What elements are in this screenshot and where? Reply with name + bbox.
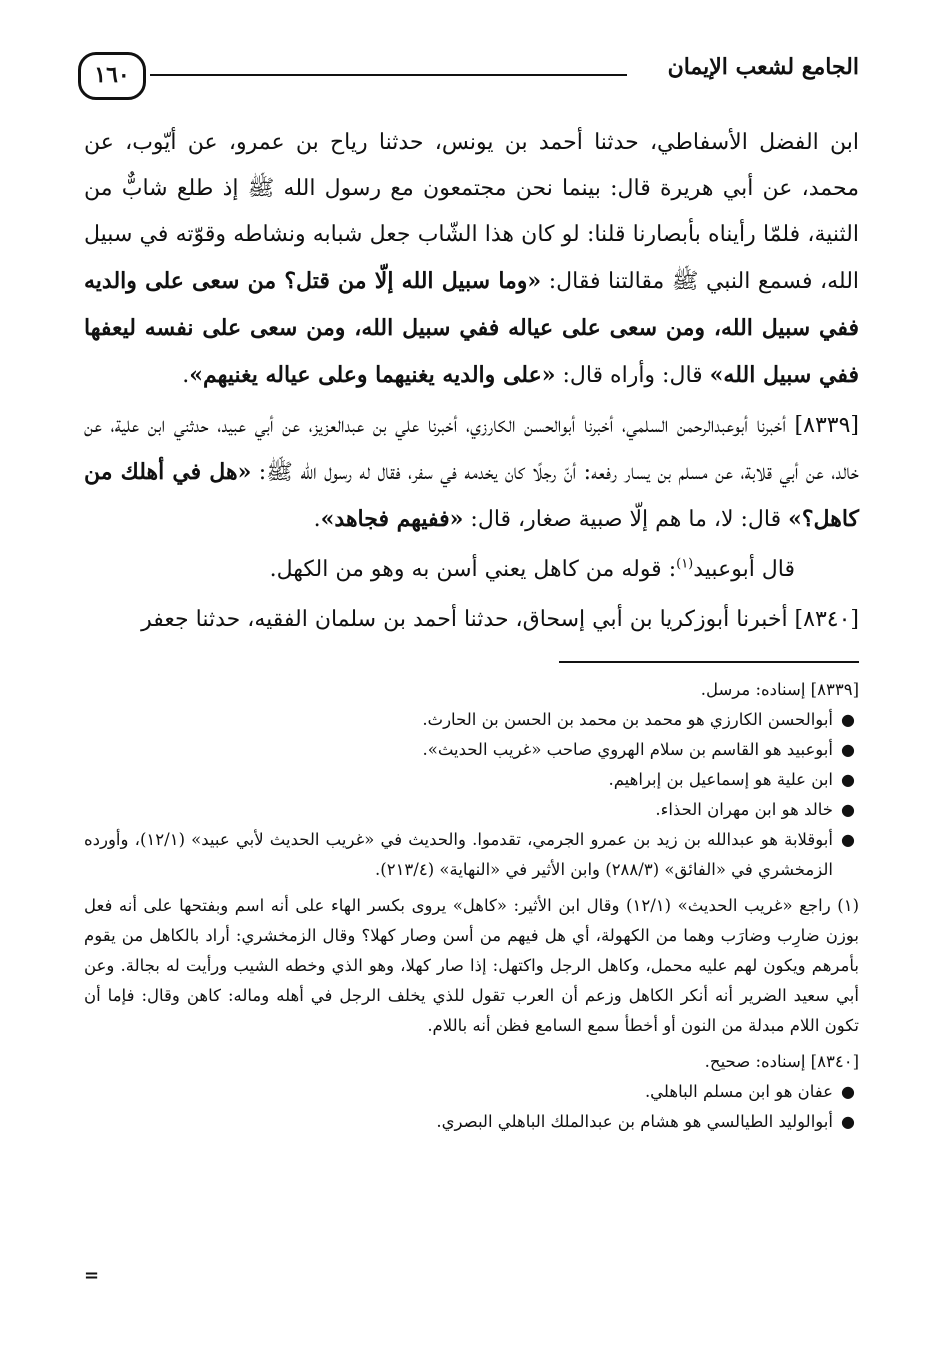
abu-ubaid-comment: قال أبوعبيد$^{(١)}$: قوله من كاهل يعني أسن به وهو من الكهل. (269, 556, 795, 582)
footnote-ref[interactable]: (١) (676, 556, 694, 572)
book-title: الجامع لشعب الإيمان (667, 54, 859, 80)
list-item: ● ابن علية هو إسماعيل بن إبراهيم. (84, 765, 833, 795)
list-item: ● عفان هو ابن مسلم الباهلي. (84, 1077, 833, 1107)
footnote-separator (559, 661, 859, 663)
footnote-1: (١) راجع «غريب الحديث» (١٢/١) وقال ابن الأثير: «كاهل» يروى بكسر الهاء على أنه اسم وبفتحها على أنه فعل بوزن ضارِب وضارَب وهما من الكهولة، أي هل فيهم من أسن وصار كهلا؟ وقال الزمخشري: أراد بالكاهل من يقوم بأمرهم ويكون لهم عليه محمل، وكاهل الرجل واكتهل: إذا صار كهلا، وهو الذي وخطه الشيب ورأيت له بجالة. وعن أبي سعيد الضرير أنه أنكر الكاهل وزعم أن العرب تقول للذي يخلف الرجل في أهله وماله: كاهن وقال: فإما أن تكون اللام مبدلة من النون أو أخطأ سمع السامع فظن أنه باللام. (84, 896, 859, 1035)
bullet-icon: ● (841, 1112, 855, 1131)
prophetic-saying: «هل في أهلك من كاهل؟» (84, 459, 859, 532)
prophetic-saying: «وما سبيل الله إلّا من قتل؟ من سعى على والديه ففي سبيل الله، ومن سعى على عياله ففي سبيل الله، ومن سعى على نفسه ليعفها ففي سبيل الله» (84, 268, 859, 388)
note-8339-list (84, 705, 859, 885)
bullet-icon: ● (841, 710, 855, 729)
continuation-mark: = (84, 1265, 100, 1286)
note-8339-head: [٨٣٣٩] إسناده: مرسل. (700, 680, 859, 699)
main-text (84, 120, 859, 643)
footnotes (84, 675, 859, 1137)
header-rule (150, 74, 627, 76)
list-item: ● أبوالحسن الكارزي هو محمد بن محمد بن الحسن بن الحارث. (84, 705, 833, 735)
note-8340-list (84, 1077, 859, 1137)
running-header (84, 40, 859, 110)
hadith-paragraph-continued: ابن الفضل الأسفاطي، حدثنا أحمد بن يونس، حدثنا رياح بن عمرو، عن أيّوب، عن محمد، عن أبي هريرة قال: بينما نحن مجتمعون مع رسول الله ﷺ إذ طلع شابٌّ من الثنية، فلمّا رأيناه بأبصارنا قلنا: لو كان هذا الشّاب جعل شبابه ونشاطه وقوّته في سبيل الله، فسمع النبي ﷺ مقالتنا فقال: «وما سبيل الله إلّا من قتل؟ من سعى على والديه ففي سبيل الله، ومن سعى على عياله ففي سبيل الله، ومن سعى على نفسه ليعفها ففي سبيل الله» قال: وأراه قال: «على والديه يغنيهما وعلى عياله يغنيهم». (84, 130, 860, 388)
prophetic-saying: «ففيهم فجاهد» (320, 506, 464, 532)
bullet-icon: ● (841, 740, 855, 759)
bullet-icon: ● (841, 770, 855, 789)
prophetic-saying: «على والديه يغنيهما وعلى عياله يغنيهم» (189, 362, 556, 388)
page-number: ١٦٠ (78, 52, 146, 100)
list-item: ● خالد هو ابن مهران الحذاء. (84, 795, 833, 825)
bullet-icon: ● (841, 800, 855, 819)
note-8340-head: [٨٣٤٠] إسناده: صحيح. (704, 1052, 859, 1071)
list-item: ● أبوعبيد هو القاسم بن سلام الهروي صاحب «غريب الحديث». (84, 735, 833, 765)
list-item: ● أبوالوليد الطيالسي هو هشام بن عبدالملك الباهلي البصري. (84, 1107, 833, 1137)
bullet-icon: ● (841, 830, 855, 849)
hadith-8340: [٨٣٤٠] أخبرنا أبوزكريا بن أبي إسحاق، حدثنا أحمد بن سلمان الفقيه، حدثنا جعفر (141, 607, 859, 632)
list-item: ● أبوقلابة هو عبدالله بن زيد بن عمرو الجرمي، تقدموا. والحديث في «غريب الحديث لأبي عبيد» (١٢/١)، وأورده الزمخشري في «الفائق» (٢٨٨/٣) وابن الأثير في «النهاية» (٢١٣/٤). (84, 825, 833, 885)
hadith-8339: [٨٣٣٩] أخبرنا أبوعبدالرحمن السلمي، أخبرنا أبوالحسن الكارزي، أخبرنا علي بن عبدالعزيز، عن أبي عبيد، حدثني ابن علية، عن خالد، عن أبي قلابة، عن مسلم بن يسار رفعه: أنّ رجلًا كان يخدمه في سفر، فقال له رسول الله ﷺ: «هل في أهلك من كاهل؟» قال: لا، ما هم إلّا صبية صغار، قال: «ففيهم فجاهد». (84, 413, 859, 532)
bullet-icon: ● (841, 1082, 855, 1101)
